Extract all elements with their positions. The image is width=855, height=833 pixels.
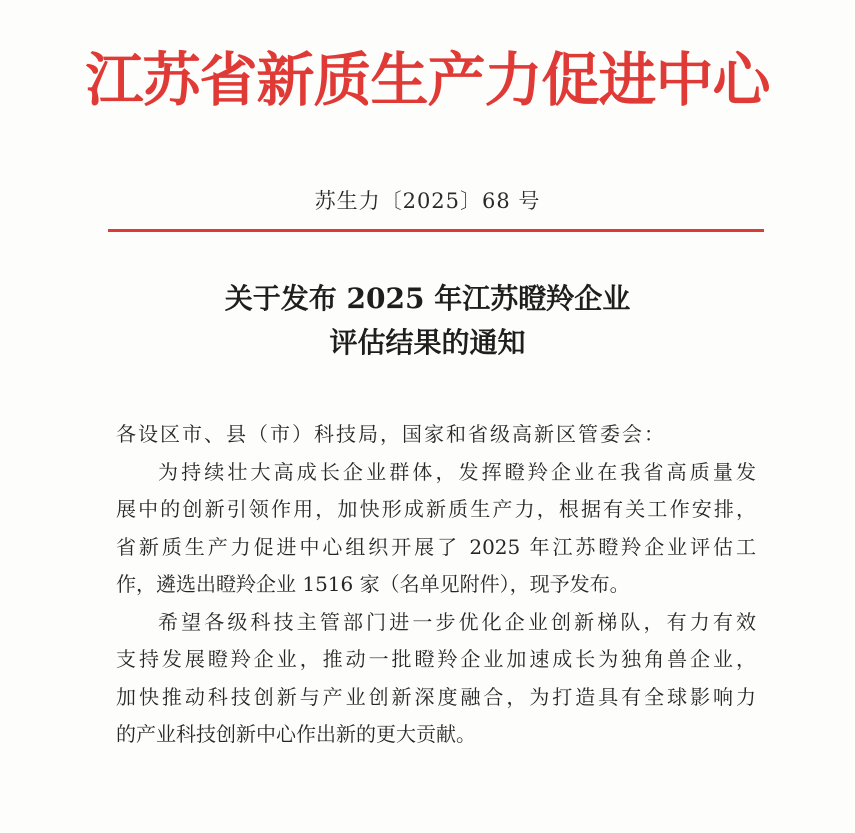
paragraph-2-line-3: 加快推动科技创新与产业创新深度融合，为打造具有全球影响力 bbox=[116, 684, 756, 709]
paragraph-1 bbox=[116, 454, 756, 604]
paragraph-2-line-1: 希望各级科技主管部门进一步优化企业创新梯队，有力有效 bbox=[158, 609, 756, 634]
paragraph-1-line-3: 省新质生产力促进中心组织开展了 2025 年江苏瞪羚企业评估工 bbox=[116, 534, 756, 559]
salutation: 各设区市、县（市）科技局，国家和省级高新区管委会： bbox=[116, 422, 666, 446]
document-number: 苏生力〔2025〕68 号 bbox=[314, 189, 541, 213]
notice-body bbox=[116, 416, 756, 754]
red-divider-line bbox=[108, 229, 764, 232]
notice-title bbox=[0, 277, 855, 365]
paragraph-1-line-1: 为持续壮大高成长企业群体，发挥瞪羚企业在我省高质量发 bbox=[158, 459, 756, 484]
paragraph-2 bbox=[116, 604, 756, 754]
paragraph-1-line-2: 展中的创新引领作用，加快形成新质生产力，根据有关工作安排， bbox=[116, 497, 756, 521]
notice-title-line-1: 关于发布 2025 年江苏瞪羚企业 bbox=[224, 282, 631, 315]
paragraph-2-line-4: 的产业科技创新中心作出新的更大贡献。 bbox=[116, 722, 476, 746]
notice-title-line-2: 评估结果的通知 bbox=[329, 326, 526, 359]
paragraph-1-line-4: 作，遴选出瞪羚企业 1516 家（名单见附件），现予发布。 bbox=[116, 572, 630, 596]
paragraph-2-line-2: 支持发展瞪羚企业，推动一批瞪羚企业加速成长为独角兽企业， bbox=[116, 647, 756, 671]
issuing-organization-header: 江苏省新质生产力促进中心 bbox=[85, 46, 770, 114]
